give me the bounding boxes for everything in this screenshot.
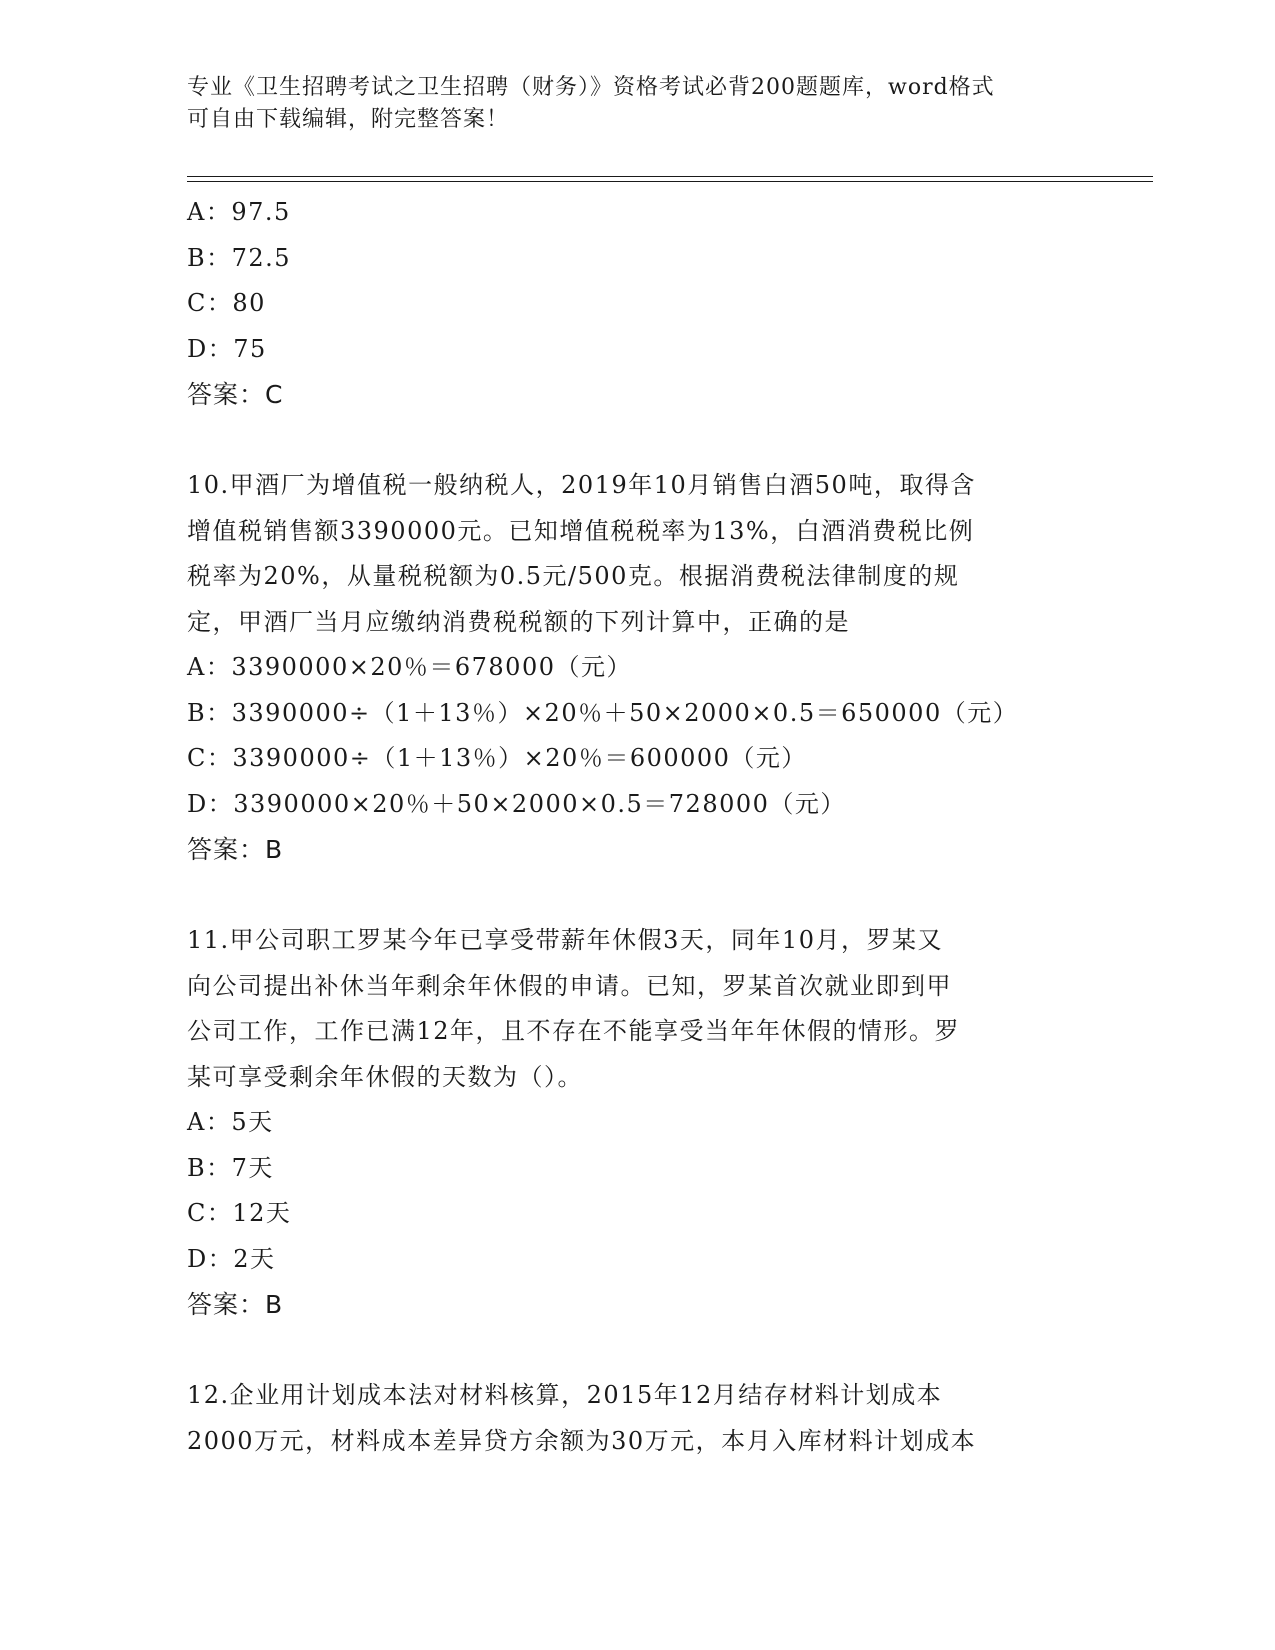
question-stem-line: 12.企业用计划成本法对材料核算，2015年12月结存材料计划成本 [187, 1381, 943, 1409]
question-stem-line: 税率为20%，从量税税额为0.5元/500克。根据消费税法律制度的规 [187, 562, 960, 590]
question-stem-line: 某可享受剩余年休假的天数为（）。 [187, 1062, 583, 1091]
question-stem-line: 公司工作，工作已满12年，且不存在不能享受当年年休假的情形。罗 [187, 1017, 961, 1045]
question-12 [187, 1373, 1087, 1464]
question-9 [187, 190, 1087, 418]
option-b: B：7天 [187, 1153, 274, 1182]
option-a: A：3390000×20％＝678000（元） [187, 653, 632, 681]
option-d: D：75 [187, 334, 267, 363]
option-a: A：97.5 [187, 198, 291, 226]
question-stem-line: 2000万元，材料成本差异贷方余额为30万元，本月入库材料计划成本 [187, 1426, 977, 1455]
spacer [187, 873, 1087, 919]
question-stem-line: 定，甲酒厂当月应缴纳消费税税额的下列计算中，正确的是 [187, 607, 850, 636]
answer: 答案：C [187, 380, 284, 409]
spacer [187, 418, 1087, 464]
question-stem-line: 增值税销售额3390000元。已知增值税税率为13%，白酒消费税比例 [187, 516, 975, 545]
option-c: C：3390000÷（1＋13％）×20％＝600000（元） [187, 744, 807, 772]
question-stem-line: 11.甲公司职工罗某今年已享受带薪年休假3天，同年10月，罗某又 [187, 926, 943, 954]
document-body [187, 190, 1087, 1464]
option-a: A：5天 [187, 1108, 274, 1136]
spacer [187, 1328, 1087, 1374]
header-title-line-1: 专业《卫生招聘考试之卫生招聘（财务）》资格考试必背200题题库，word格式 [187, 75, 995, 100]
question-stem-line: 向公司提出补休当年剩余年休假的申请。已知，罗某首次就业即到甲 [187, 971, 952, 1000]
answer: 答案：B [187, 1290, 284, 1319]
question-stem-line: 10.甲酒厂为增值税一般纳税人，2019年10月销售白酒50吨，取得含 [187, 471, 976, 499]
option-c: C：80 [187, 289, 266, 317]
option-d: D：3390000×20％＋50×2000×0.5＝728000（元） [187, 789, 846, 818]
option-b: B：72.5 [187, 243, 292, 272]
header-rule-top [187, 176, 1153, 177]
question-10 [187, 463, 1087, 873]
option-c: C：12天 [187, 1199, 292, 1227]
document-header [187, 72, 1087, 136]
option-b: B：3390000÷（1＋13％）×20％＋50×2000×0.5＝650000（元） [187, 698, 1019, 727]
option-d: D：2天 [187, 1244, 276, 1273]
answer: 答案：B [187, 835, 284, 864]
header-rule-bottom [187, 181, 1153, 182]
question-11 [187, 918, 1087, 1328]
header-title-line-2: 可自由下载编辑，附完整答案！ [187, 107, 510, 132]
